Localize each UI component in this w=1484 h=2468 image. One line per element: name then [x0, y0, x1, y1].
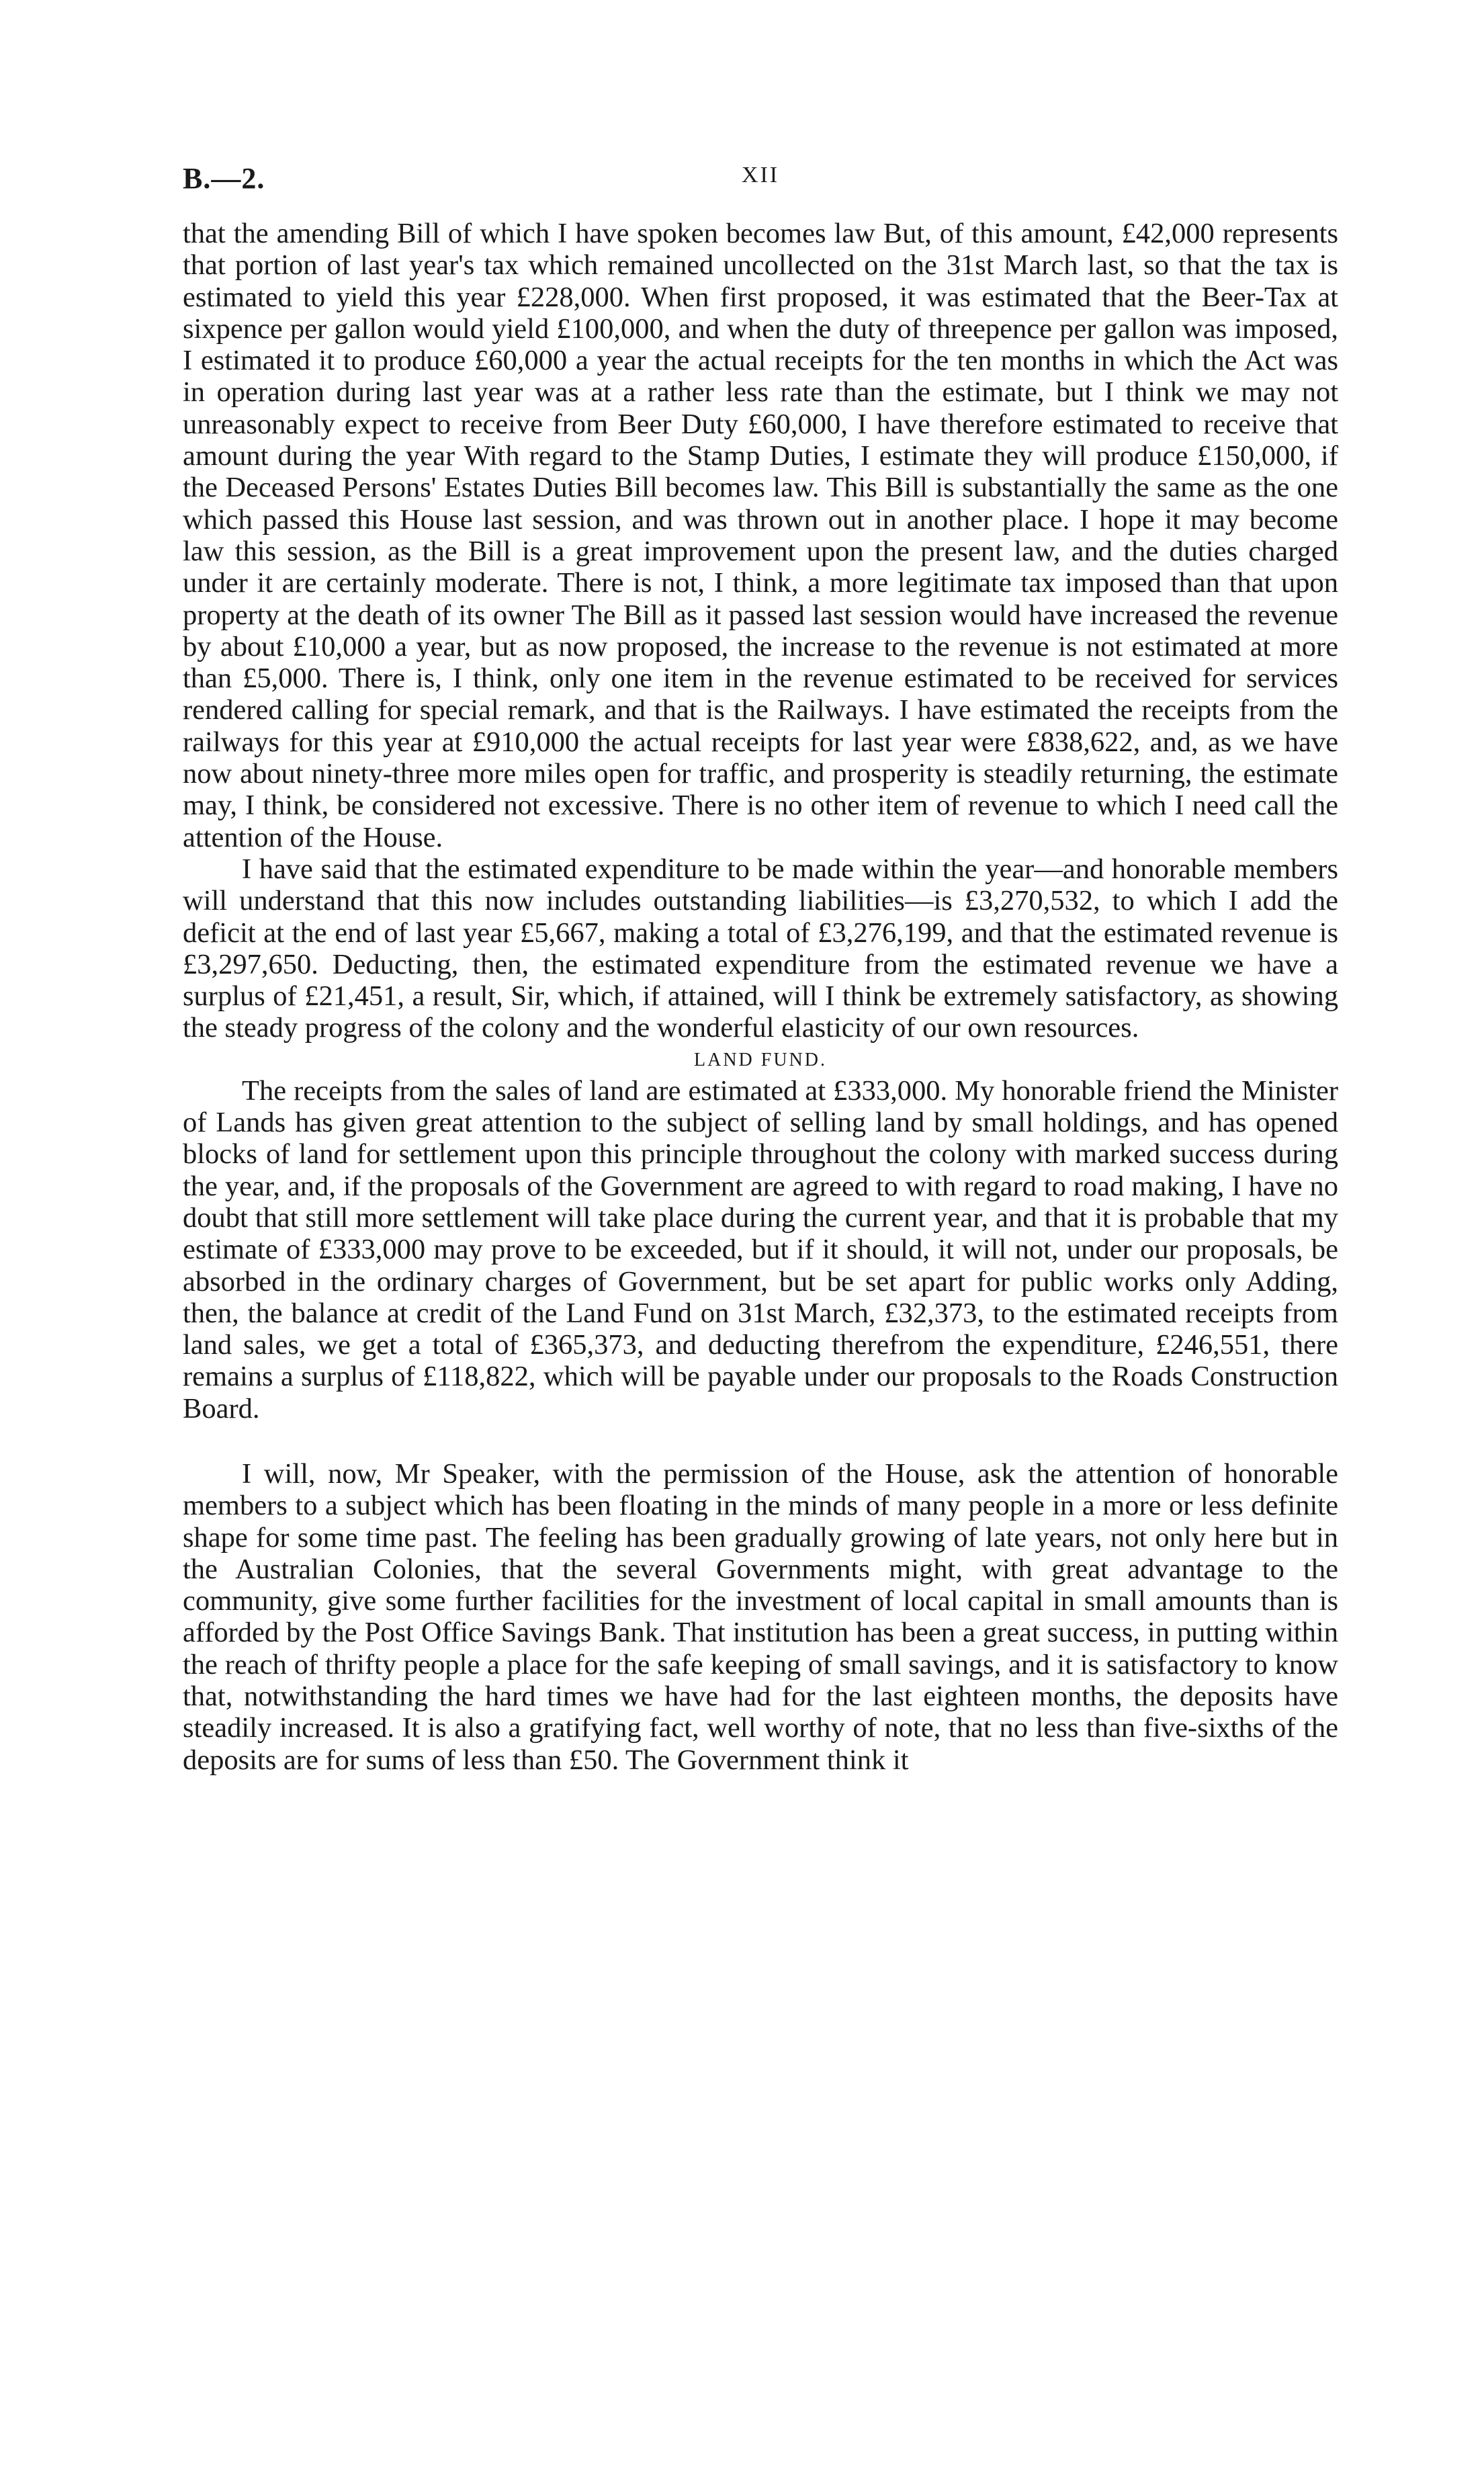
document-page: [183, 161, 1338, 1776]
page-header: [183, 161, 1338, 208]
paragraph-land-fund: The receipts from the sales of land are estimated at £333,000. My honorable friend the Minister of Lands has given great attention to the subject of selling land by small holdings, and has opened blocks of land for settlement upon this principle throughout the colony with marked success during the year, and, if the proposals of the Government are agreed to with regard to road making, I have no doubt that still more settlement will take place during the current year, and that it is probable that my estimate of £333,000 may prove to be exceeded, but if it should, it will not, under our proposals, be absorbed in the ordinary charges of Government, but be set apart for public works only Adding, then, the balance at credit of the Land Fund on 31st March, £32,373, to the estimated receipts from land sales, we get a total of £365,373, and deducting therefrom the expenditure, £246,551, there remains a surplus of £118,822, which will be payable under our proposals to the Roads Construction Board.: [183, 1074, 1338, 1424]
body-text: [183, 218, 1338, 1776]
paragraph-revenue-items: that the amending Bill of which I have spoken becomes law But, of this amount, £42,000 represents that portion of last year's tax which remained uncollected on the 31st March last, so that the tax is estimated to yield this year £228,000. When first proposed, it was estimated that the Beer-Tax at sixpence per gallon would yield £100,000, and when the duty of threepence per gallon was imposed, I estimated it to produce £60,000 a year the actual receipts for the ten months in which the Act was in operation during last year was at a rather less rate than the estimate, but I think we may not unreasonably expect to receive from Beer Duty £60,000, I have therefore estimated to receive that amount during the year With regard to the Stamp Duties, I estimate they will produce £150,000, if the Deceased Persons' Estates Duties Bill becomes law. This Bill is substantially the same as the one which passed this House last session, and was thrown out in another place. I hope it may become law this session, as the Bill is a great improvement upon the present law, and the duties charged under it are certainly moderate. There is not, I think, a more legitimate tax imposed than that upon property at the death of its owner The Bill as it passed last session would have increased the revenue by about £10,000 a year, but as now proposed, the increase to the revenue is not estimated at more than £5,000. There is, I think, only one item in the revenue estimated to be received for services rendered calling for special remark, and that is the Railways. I have estimated the receipts from the railways for this year at £910,000 the actual receipts for last year were £838,622, and, as we have now about ninety-three more miles open for traffic, and prosperity is steadily returning, the estimate may, I think, be considered not excessive. There is no other item of revenue to which I need call the attention of the House.: [183, 218, 1338, 853]
page-number: XII: [741, 163, 780, 187]
paragraph-surplus: I have said that the estimated expenditure to be made within the year—and honorable members will understand that this now includes outstanding liabilities—is £3,270,532, to which I add the deficit at the end of last year £5,667, making a total of £3,276,199, and that the estimated revenue is £3,297,650. Deducting, then, the estimated expenditure from the estimated revenue we have a surplus of £21,451, a result, Sir, which, if attained, will I think be extremely satisfactory, as showing the steady progress of the colony and the wonderful elasticity of our own resources.: [183, 853, 1338, 1044]
section-heading-land-fund: LAND FUND.: [694, 1049, 827, 1070]
page-reference: B.—2.: [183, 162, 265, 195]
paragraph-spacer: [183, 1424, 1338, 1458]
paragraph-savings: I will, now, Mr Speaker, with the permission of the House, ask the attention of honorable members to a subject which has been floating in the minds of many people in a more or less definite shape for some time past. The feeling has been gradually growing of late years, not only here but in the Australian Colonies, that the several Governments might, with great advantage to the community, give some further facilities for the investment of local capital in small amounts than is afforded by the Post Office Savings Bank. That institution has been a great success, in putting within the reach of thrifty people a place for the safe keeping of small savings, and it is satisfactory to know that, notwithstanding the hard times we have had for the last eighteen months, the deposits have steadily increased. It is also a gratifying fact, well worthy of note, that no less than five-sixths of the deposits are for sums of less than £50. The Government think it: [183, 1457, 1338, 1776]
